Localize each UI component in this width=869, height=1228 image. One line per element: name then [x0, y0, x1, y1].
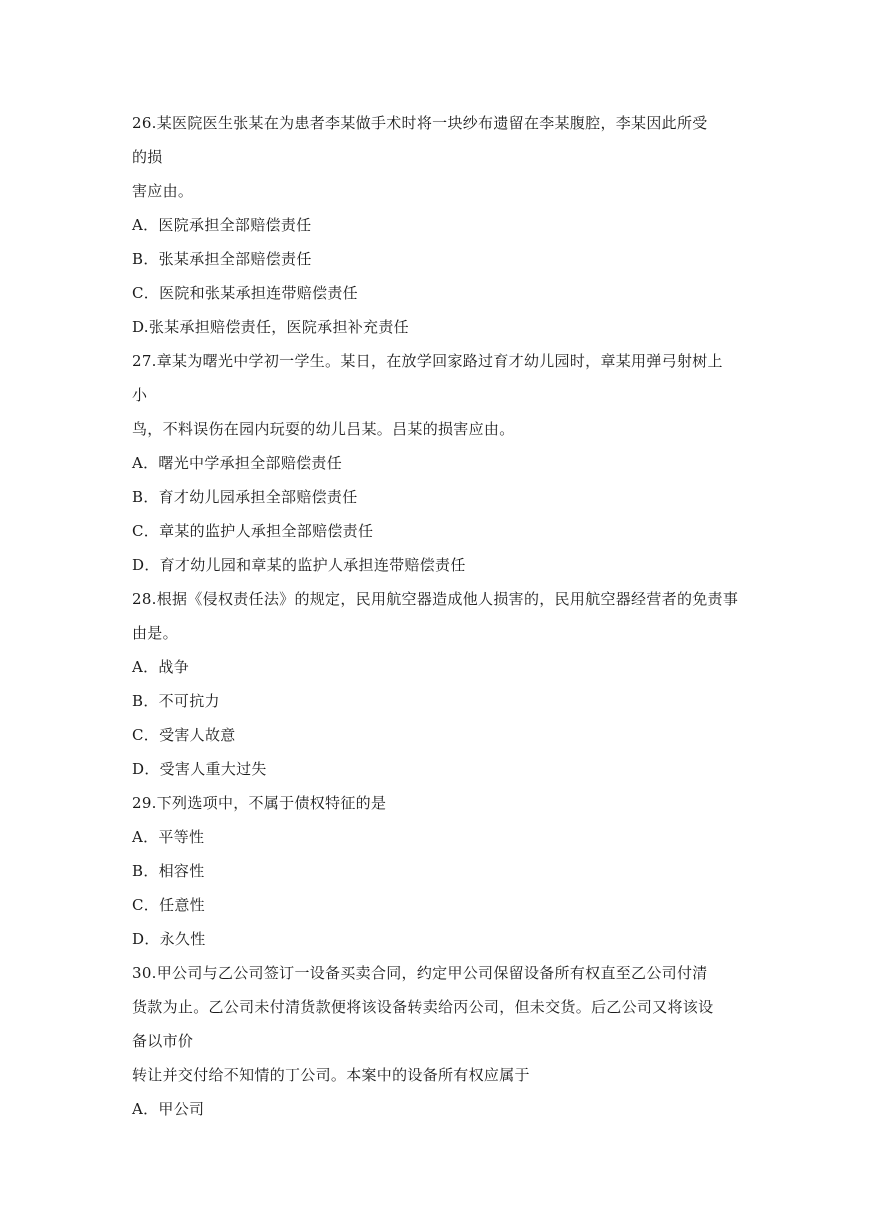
q29-option-d: D．永久性 [132, 930, 206, 948]
q26-option-d: D.张某承担赔偿责任，医院承担补充责任 [132, 318, 409, 336]
q28-option-d: D．受害人重大过失 [132, 760, 267, 778]
q26-option-b: B．张某承担全部赔偿责任 [132, 250, 312, 268]
q27-stem-line-2: 小 [132, 386, 148, 404]
q27-option-b: B．育才幼儿园承担全部赔偿责任 [132, 488, 358, 506]
q29-option-c: C．任意性 [132, 896, 205, 914]
q29-option-b: B．相容性 [132, 862, 205, 880]
q29-stem: 29.下列选项中，不属于债权特征的是 [132, 794, 387, 812]
q27-stem-line-1: 27.章某为曙光中学初一学生。某日，在放学回家路过育才幼儿园时，章某用弹弓射树上 [132, 352, 723, 370]
q27-option-d: D．育才幼儿园和章某的监护人承担连带赔偿责任 [132, 556, 466, 574]
q28-option-c: C．受害人故意 [132, 726, 236, 744]
q26-option-c: C．医院和张某承担连带赔偿责任 [132, 284, 358, 302]
q30-stem-line-3: 备以市价 [132, 1032, 194, 1050]
q28-stem-line-1: 28.根据《侵权责任法》的规定，民用航空器造成他人损害的，民用航空器经营者的免责事 [132, 590, 739, 608]
q26-stem-line-2: 的损 [132, 148, 163, 166]
q29-option-a: A．平等性 [132, 828, 205, 846]
q26-option-a: A．医院承担全部赔偿责任 [132, 216, 312, 234]
q30-option-a: A．甲公司 [132, 1100, 205, 1118]
q27-stem-line-3: 鸟，不料误伤在园内玩耍的幼儿吕某。吕某的损害应由。 [132, 420, 515, 438]
q27-option-a: A．曙光中学承担全部赔偿责任 [132, 454, 343, 472]
document-page [132, 106, 752, 1126]
q26-stem-line-1: 26.某医院医生张某在为患者李某做手术时将一块纱布遗留在李某腹腔，李某因此所受 [132, 114, 708, 132]
q28-option-b: B．不可抗力 [132, 692, 220, 710]
q27-option-c: C．章某的监护人承担全部赔偿责任 [132, 522, 374, 540]
q28-option-a: A．战争 [132, 658, 190, 676]
q30-stem-line-1: 30.甲公司与乙公司签订一设备买卖合同，约定甲公司保留设备所有权直至乙公司付清 [132, 964, 708, 982]
q28-stem-line-2: 由是。 [132, 624, 178, 642]
q30-stem-line-4: 转让并交付给不知情的丁公司。本案中的设备所有权应属于 [132, 1066, 530, 1084]
q30-stem-line-2: 货款为止。乙公司未付清货款便将该设备转卖给丙公司，但未交货。后乙公司又将该设 [132, 998, 714, 1016]
q26-stem-line-3: 害应由。 [132, 182, 194, 200]
